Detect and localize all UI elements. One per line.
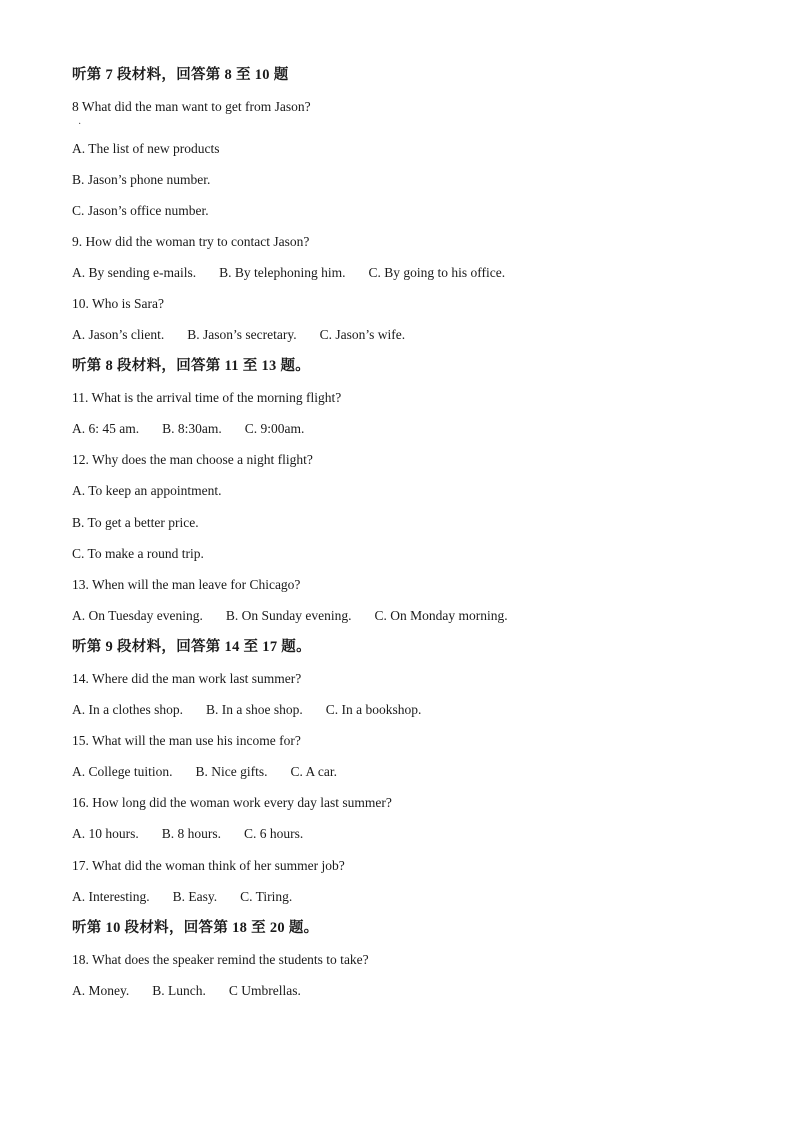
section-heading-10: 听第 10 段材料，回答第 18 至 20 题。 bbox=[72, 920, 319, 936]
q11-options bbox=[72, 420, 327, 438]
q8-option-a: A. The list of new products bbox=[72, 141, 220, 156]
question-8: 8 What did the man want to get from Jason? bbox=[72, 99, 311, 114]
q8-option-c: C. Jason’s office number. bbox=[72, 203, 209, 218]
q12-option-a: A. To keep an appointment. bbox=[72, 483, 222, 498]
question-13: 13. When will the man leave for Chicago? bbox=[72, 577, 301, 592]
q18-options bbox=[72, 982, 324, 1000]
q16-option-b: B. 8 hours. bbox=[161, 826, 222, 841]
q11-option-a: A. 6: 45 am. bbox=[72, 421, 140, 436]
q10-option-c: C. Jason’s wife. bbox=[319, 327, 406, 342]
q9-option-b: B. By telephoning him. bbox=[219, 265, 346, 280]
q14-option-b: B. In a shoe shop. bbox=[205, 702, 303, 717]
q14-option-a: A. In a clothes shop. bbox=[72, 702, 183, 717]
stray-mark: · bbox=[78, 119, 82, 130]
q12-option-b: B. To get a better price. bbox=[72, 515, 199, 530]
q16-option-a: A. 10 hours. bbox=[72, 826, 139, 841]
q17-option-c: C. Tiring. bbox=[240, 889, 293, 904]
q10-option-b: B. Jason’s secretary. bbox=[187, 327, 297, 342]
question-12: 12. Why does the man choose a night flight? bbox=[72, 452, 313, 467]
q18-option-c: C Umbrellas. bbox=[228, 983, 301, 998]
q15-option-a: A. College tuition. bbox=[72, 764, 173, 779]
q14-option-c: C. In a bookshop. bbox=[325, 702, 422, 717]
q16-options bbox=[72, 825, 326, 843]
q17-option-a: A. Interesting. bbox=[72, 889, 150, 904]
question-15: 15. What will the man use his income for? bbox=[72, 733, 301, 748]
section-heading-8: 听第 8 段材料，回答第 11 至 13 题。 bbox=[72, 358, 311, 374]
question-9: 9. How did the woman try to contact Jason? bbox=[72, 234, 310, 249]
q9-option-a: A. By sending e-mails. bbox=[72, 265, 197, 280]
q17-options bbox=[72, 888, 315, 906]
q15-option-c: C. A car. bbox=[290, 764, 337, 779]
q13-option-b: B. On Sunday evening. bbox=[225, 608, 352, 623]
q8-option-b: B. Jason’s phone number. bbox=[72, 172, 211, 187]
q15-options bbox=[72, 763, 360, 781]
q9-options bbox=[72, 264, 528, 282]
q13-options bbox=[72, 607, 531, 625]
q13-option-c: C. On Monday morning. bbox=[374, 608, 508, 623]
q9-option-c: C. By going to his office. bbox=[368, 265, 506, 280]
q11-option-b: B. 8:30am. bbox=[162, 421, 222, 436]
section-heading-7: 听第 7 段材料，回答第 8 至 10 题 bbox=[72, 67, 289, 83]
q10-option-a: A. Jason’s client. bbox=[72, 327, 165, 342]
q17-option-b: B. Easy. bbox=[172, 889, 218, 904]
q16-option-c: C. 6 hours. bbox=[244, 826, 304, 841]
question-14: 14. Where did the man work last summer? bbox=[72, 671, 302, 686]
q14-options bbox=[72, 701, 444, 719]
q10-options bbox=[72, 326, 428, 344]
question-18: 18. What does the speaker remind the students to take? bbox=[72, 952, 369, 967]
section-heading-9: 听第 9 段材料，回答第 14 至 17 题。 bbox=[72, 639, 311, 655]
question-11: 11. What is the arrival time of the morning flight? bbox=[72, 390, 342, 405]
question-16: 16. How long did the woman work every day last summer? bbox=[72, 795, 392, 810]
q12-option-c: C. To make a round trip. bbox=[72, 546, 204, 561]
question-10: 10. Who is Sara? bbox=[72, 296, 164, 311]
q18-option-b: B. Lunch. bbox=[152, 983, 206, 998]
q18-option-a: A. Money. bbox=[72, 983, 130, 998]
q15-option-b: B. Nice gifts. bbox=[195, 764, 268, 779]
question-17: 17. What did the woman think of her summer job? bbox=[72, 858, 345, 873]
q13-option-a: A. On Tuesday evening. bbox=[72, 608, 203, 623]
q11-option-c: C. 9:00am. bbox=[244, 421, 305, 436]
